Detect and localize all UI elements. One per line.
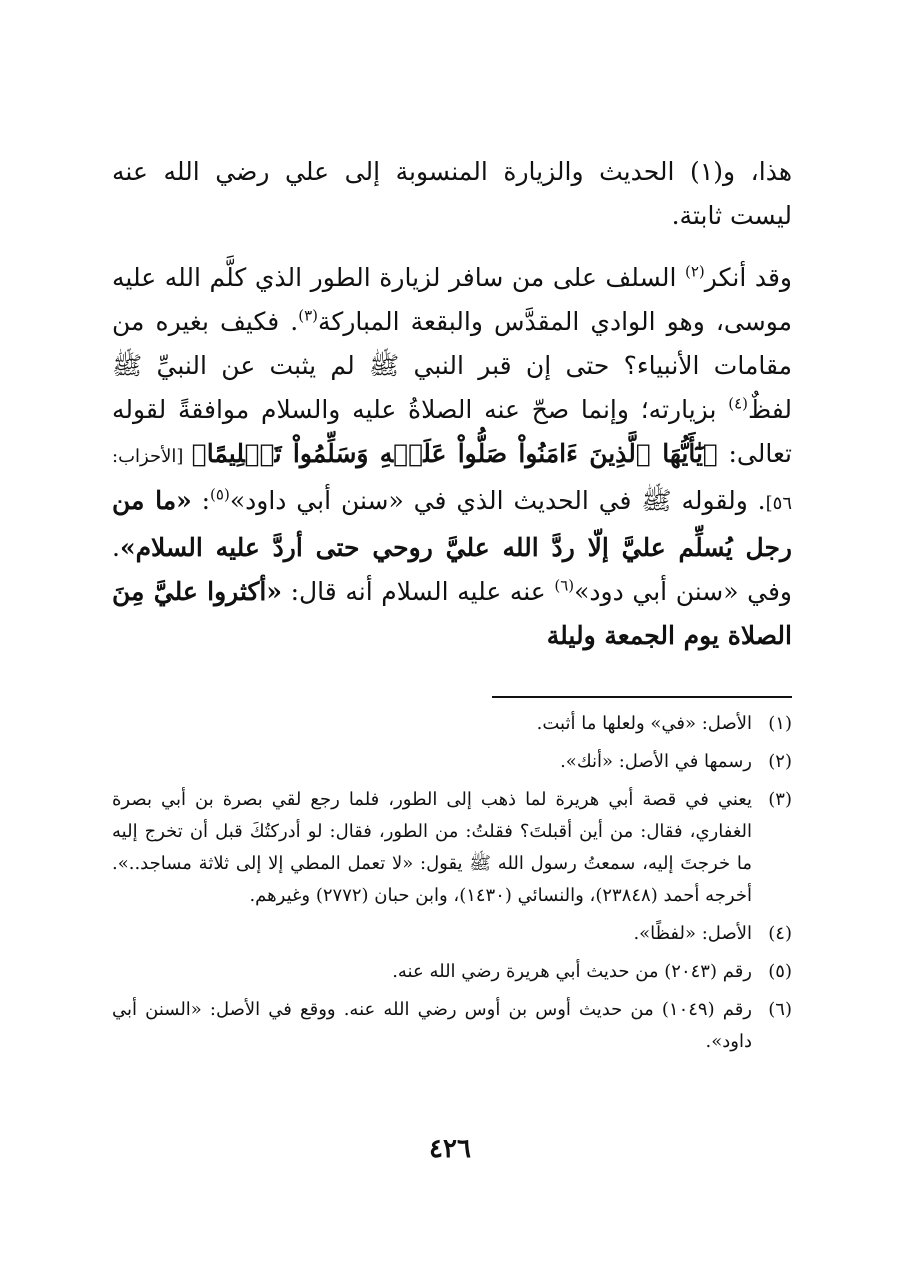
paragraph-2-part-e: . ولقوله ﷺ في الحديث الذي في «سنن أبي داود»	[229, 486, 766, 515]
hadith-quote-2: «أكثروا عليَّ مِنَ الصلاة يوم الجمعة وليلة	[112, 577, 792, 650]
quran-verse: ﴿يَٰٓأَيُّهَا ٱلَّذِينَ ءَامَنُواْ صَلُّواْ عَلَيۡهِ وَسَلِّمُواْ تَسۡلِيمًا﴾	[191, 439, 718, 468]
footnote-4	[112, 918, 792, 950]
hadith-quote-1: «ما من رجل يُسلِّم عليَّ إلّا ردَّ الله عليَّ روحي حتى أردَّ عليه السلام»	[112, 486, 792, 562]
footnote-5	[112, 956, 792, 988]
footnote-ref-4[interactable]: (٤)	[728, 394, 748, 413]
paragraph-2-part-a: وقد أنكر	[704, 263, 792, 292]
paragraph-2-part-h: عنه عليه السلام أنه قال:	[282, 577, 555, 606]
paragraph-2-part-c: . فكيف بغيره من مقامات الأنبياء؟ حتى إن قبر النبي ﷺ لم يثبت عن النبيِّ ﷺ لفظٌ	[112, 307, 792, 424]
footnote-ref-2[interactable]: (٢)	[685, 262, 705, 281]
page-number: ٤٢٦	[429, 1134, 471, 1164]
paragraph-1: هذا، و(١) الحديث والزيارة المنسوبة إلى علي رضي الله عنه ليست ثابتة.	[112, 157, 793, 230]
paragraph-2-part-d: بزيارته؛ وإنما صحّ عنه الصلاةُ عليه والسلام موافقةً لقوله تعالى:	[112, 395, 792, 468]
footnote-text: رقم (١٠٤٩) من حديث أوس بن أوس رضي الله عنه. ووقع في الأصل: «السنن أبي داود».	[112, 999, 752, 1052]
footnote-3	[112, 784, 792, 912]
footnote-number: (٣)	[768, 789, 792, 810]
footnote-ref-3[interactable]: (٣)	[298, 306, 319, 325]
footnote-text: يعني في قصة أبي هريرة لما ذهب إلى الطور، فلما رجع لقي بصرة بن أبي بصرة الغفاري، فقال: من أين أقبلتَ؟ فقلتُ: من الطور، فقال: لو أدركتُكَ قبل أن تخرج إليه ما خرجتَ إليه، سمعتُ رسول الله ﷺ يقول: «لا تعمل المطي إلا إلى ثلاثة مساجد..». أخرجه أحمد (٢٣٨٤٨)، والنسائي (١٤٣٠)، وابن حبان (٢٧٧٢) وغيرهم.	[112, 789, 752, 906]
quran-reference: [الأحزاب: ٥٦]	[112, 446, 792, 514]
footnote-6	[112, 994, 792, 1058]
main-text	[112, 150, 792, 658]
footnote-number: (٦)	[768, 999, 792, 1020]
footnote-1	[112, 708, 792, 740]
footnote-number: (٥)	[768, 961, 792, 982]
footnote-number: (١)	[768, 713, 792, 734]
footnote-text: الأصل: «لفظًا».	[633, 923, 752, 944]
paragraph-2	[112, 256, 792, 658]
footnote-text: رسمها في الأصل: «أنك».	[560, 751, 752, 772]
footnote-ref-6[interactable]: (٦)	[554, 576, 575, 595]
footnote-number: (٤)	[768, 923, 792, 944]
paragraph-2-part-b: السلف على من سافر لزيارة الطور الذي كلَّم الله عليه موسى، وهو الوادي المقدَّس والبقعة المباركة	[112, 263, 792, 336]
footnote-text: الأصل: «في» ولعلها ما أثبت.	[536, 713, 752, 734]
footnote-number: (٢)	[768, 751, 792, 772]
footnote-2	[112, 746, 792, 778]
footnote-text: رقم (٢٠٤٣) من حديث أبي هريرة رضي الله عنه.	[392, 961, 752, 982]
footnote-ref-5[interactable]: (٥)	[210, 485, 230, 504]
paragraph-2-part-f: :	[191, 486, 211, 515]
paragraph-2-part-g: . وفي «سنن أبي دود»	[112, 533, 792, 606]
footnotes	[112, 708, 792, 1064]
footnote-divider	[492, 696, 792, 698]
